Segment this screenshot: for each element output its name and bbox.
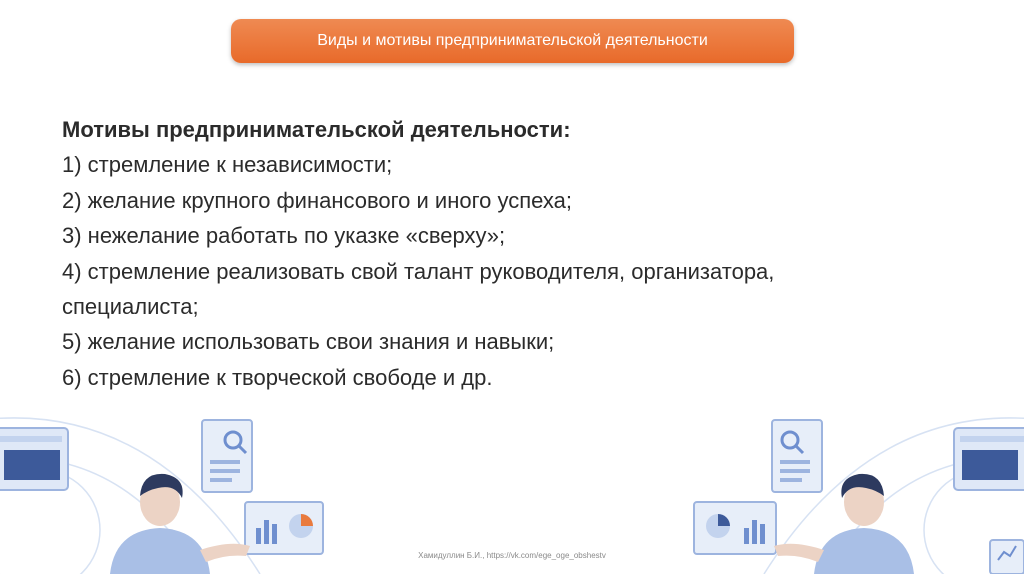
motive-line: 1) стремление к независимости; (62, 152, 393, 178)
bottom-illustration (0, 380, 1024, 574)
motive-line: 3) нежелание работать по указке «сверху»; (62, 223, 506, 249)
browser-window-icon (954, 428, 1024, 490)
document-search-icon (202, 420, 252, 492)
motive-line: 4) стремление реализовать свой талант руководителя, организатора, (62, 258, 775, 284)
slide-title-bar (231, 19, 794, 63)
motive-line: 5) желание использовать свои знания и навыки; (62, 329, 555, 355)
motive-line-continuation: специалиста; (62, 294, 199, 320)
footer-credit: Хамидуллин Б.И., https://vk.com/ege_oge_obshestv (418, 551, 606, 560)
motive-line: 6) стремление к творческой свободе и др. (62, 364, 493, 390)
motive-line: 2) желание крупного финансового и иного успеха; (62, 187, 573, 213)
document-search-icon (772, 420, 822, 492)
browser-window-icon (0, 428, 68, 490)
motives-text-block (62, 112, 982, 395)
chart-panel-icon (694, 502, 776, 554)
motives-heading: Мотивы предпринимательской деятельности: (62, 117, 571, 142)
slide-title: Виды и мотивы предпринимательской деятельности (317, 32, 708, 49)
chart-panel-icon (245, 502, 323, 554)
